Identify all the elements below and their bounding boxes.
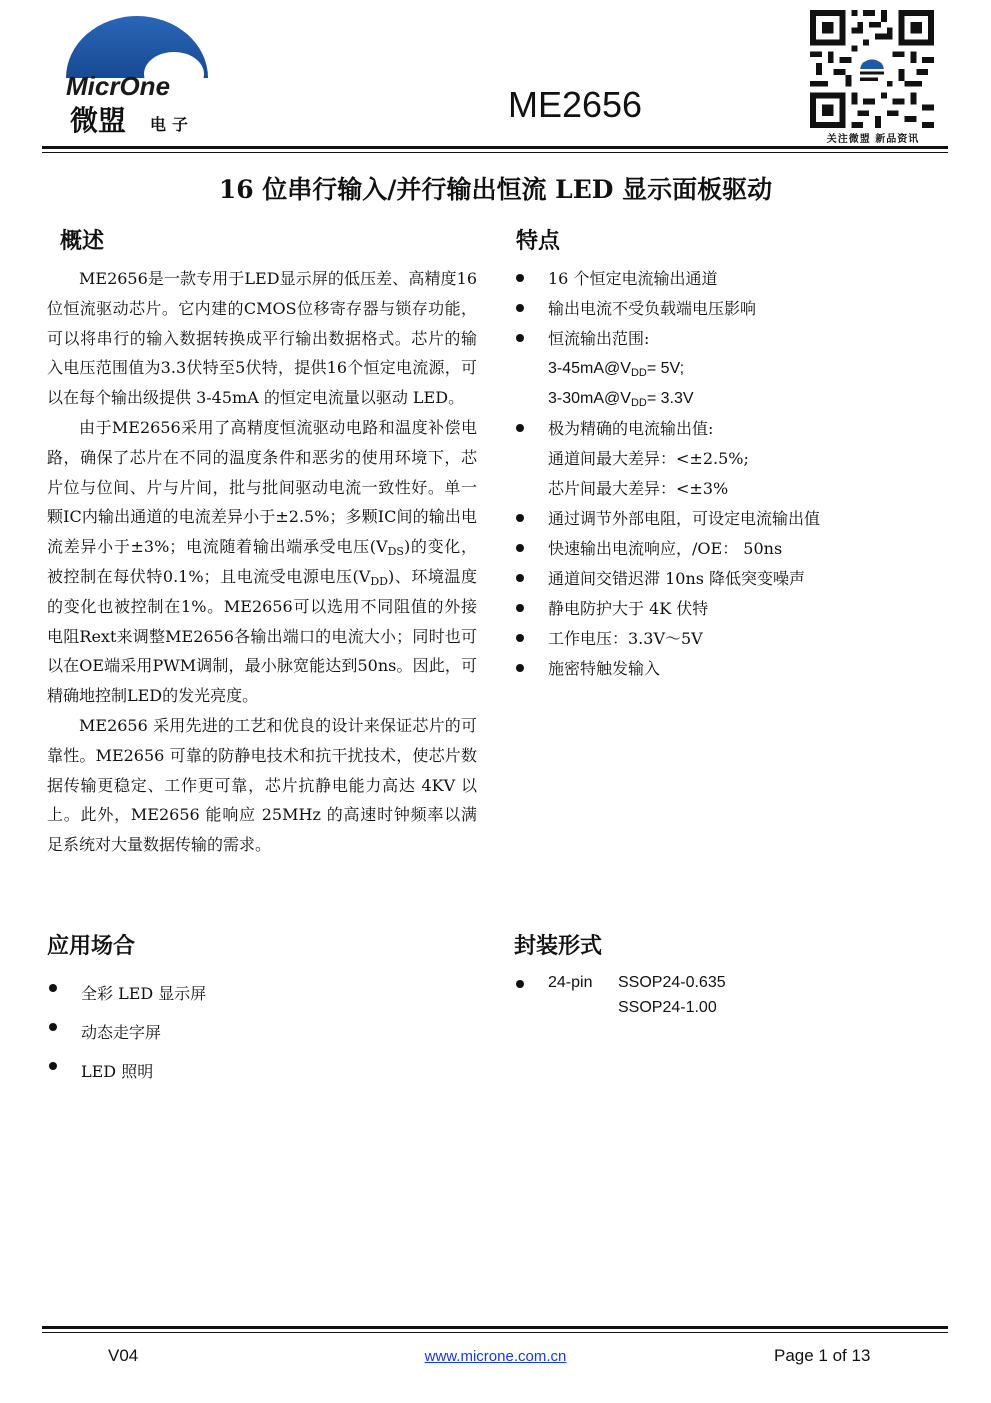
feature-subline: 芯片间最大差异：<±3% [548,479,729,498]
overview-p2-part-b: )的变化，被控制在每伏特0.1%；且电流受电源电压(V [47,537,477,586]
feature-subline-text: = 3.3V [646,390,694,407]
feature-item [514,654,954,684]
feature-item [514,564,954,594]
application-item: 全彩 LED 显示屏 [47,974,447,1013]
feature-subline-subscript: DD [630,397,647,409]
feature-subline-text: 3-30mA@V [548,390,631,407]
feature-subline [548,384,954,414]
feature-item [514,264,954,294]
overview-p2-part-c: )、环境温度的变化也被控制在1%。ME2656可以选用不同阻值的外接电阻Rext来调整ME2656各输出端口的电流大小；同时也可以在OE端采用PWM调制，最小脉宽能达到50ns。因此，可精确地控制LED的发光亮度。 [47,566,477,706]
main-title: 16 位串行输入/并行输出恒流 LED 显示面板驱动 [218,175,773,204]
feature-text: 恒流输出范围: [548,329,650,348]
overview-paragraph-2 [47,413,477,711]
features-list [514,264,954,684]
footer-website-link-text[interactable]: www.microne.com.cn [424,1348,567,1365]
feature-item [514,294,954,324]
package-line [548,995,954,1020]
footer-divider-thick [42,1326,948,1329]
feature-subline-subscript: DD [630,367,647,379]
feature-item [514,414,954,504]
feature-item [514,594,954,624]
package-list [514,970,954,1020]
footer-version: V04 [108,1346,139,1365]
package-pin-spacer [548,995,618,1020]
feature-subline: 通道间最大差异：<±2.5%; [548,449,749,468]
feature-text: 输出电流不受负载端电压影响 [548,299,757,318]
application-item: 动态走字屏 [47,1013,447,1052]
logo-cn-text: 微盟 [70,104,127,137]
feature-subline-text: = 5V; [646,360,685,377]
document-title: ME2656 [507,84,643,125]
package-heading: 封装形式 [514,933,603,959]
header-divider-thick [42,146,948,149]
overview-p2-sub-dd: DD [370,574,388,588]
footer-divider-thin [42,1332,948,1333]
feature-item [514,324,954,414]
overview-paragraph-3: ME2656 采用先进的工艺和优良的设计来保证芯片的可靠性。ME2656 可靠的防静电技术和抗干扰技术，使芯片数据传输更稳定、工作更可靠，芯片抗静电能力高达 4KV 以上。此外，ME2656 能响应 25MHz 的高速时钟频率以满足系统对大量数据传输的需求。 [47,715,477,855]
feature-text: 快速输出电流响应，/OE： 50ns [548,539,783,558]
feature-text: 通道间交错迟滞 10ns 降低突变噪声 [548,569,806,588]
feature-item [514,504,954,534]
overview-body [47,264,477,860]
qr-code-graphic [809,10,935,128]
feature-item [514,534,954,564]
package-item [514,970,954,1020]
feature-item [514,624,954,654]
qr-code [809,10,935,132]
package-line [548,970,954,995]
feature-subline-text: 3-45mA@V [548,360,631,377]
applications-list [47,974,447,1091]
features-heading: 特点 [516,228,561,254]
feature-text: 极为精确的电流输出值: [548,419,714,438]
package-pin-count: 24-pin [548,974,593,991]
overview-paragraph-1: ME2656是一款专用于LED显示屏的低压差、高精度16位恒流驱动芯片。它内建的CMOS位移寄存器与锁存功能，可以将串行的输入数据转换成平行输出数据格式。芯片的输入电压范围值为3.3伏特至5伏特，提供16个恒定电流源，可以在每个输出级提供 3-45mA 的恒定电流量以驱动 LED。 [47,269,477,408]
feature-text: 施密特触发输入 [548,659,661,678]
feature-text: 16 个恒定电流输出通道 [548,269,718,288]
application-item: LED 照明 [47,1052,447,1091]
feature-subline [548,354,954,384]
qr-caption: 关注微盟 新品资讯 [826,134,920,145]
overview-p2-sub-ds: DS [387,545,404,559]
package-name: SSOP24-0.635 [618,974,726,991]
package-name: SSOP24-1.00 [618,999,717,1016]
overview-heading: 概述 [60,228,105,254]
overview-p2-part-a: 由于ME2656采用了高精度恒流驱动电路和温度补偿电路，确保了芯片在不同的温度条件和恶劣的使用环境下，芯片位与位间、片与片间，批与批间驱动电流一致性好。单一颗IC内输出通道的电流差异小于±2.5%；多颗IC间的输出电流差异小于±3%；电流随着输出端承受电压(V [47,417,477,557]
logo-en-text: MicrOne [66,71,171,101]
logo-cn-small-text: 电子 [150,115,195,134]
header-divider-thin [42,152,948,153]
footer-page-number: Page 1 of 13 [774,1346,871,1365]
feature-text: 静电防护大于 4K 伏特 [548,599,709,618]
feature-text: 工作电压：3.3V～5V [548,629,703,648]
feature-text: 通过调节外部电阻，可设定电流输出值 [548,509,821,528]
applications-heading: 应用场合 [47,933,136,959]
